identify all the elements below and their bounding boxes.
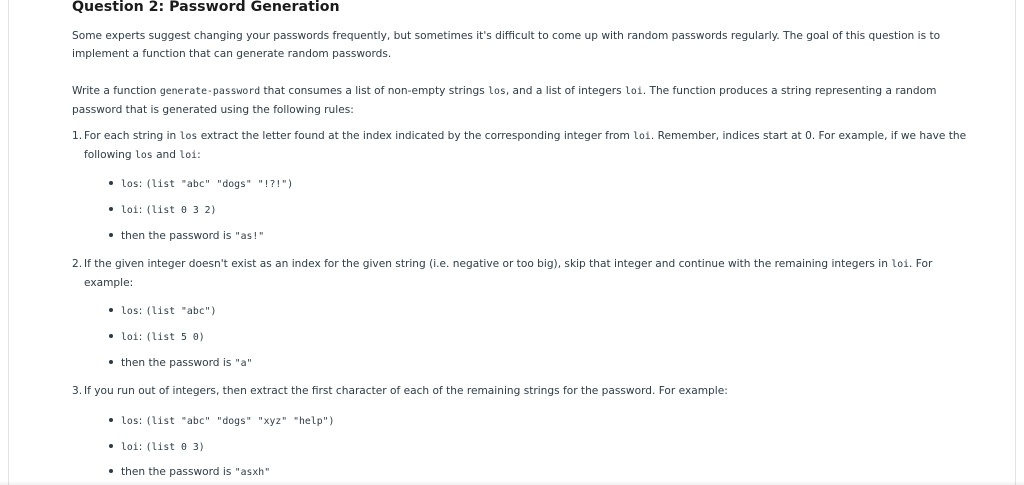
example-los-item: los: (list "abc" "dogs" "xyz" "help"): [109, 414, 334, 429]
question-title: Question 2: Password Generation: [72, 0, 340, 15]
result-value: "asxh": [234, 467, 271, 478]
example-result-item: then the password is "asxh": [109, 465, 270, 480]
example-value: (list 5 0): [145, 332, 205, 343]
bullet-icon: [109, 469, 113, 473]
question-panel: [8, 0, 1016, 485]
example-value: (list "abc"): [145, 306, 217, 317]
example-loi-item: loi: (list 0 3 2): [109, 203, 216, 218]
example-loi-item: loi: (list 5 0): [109, 330, 205, 345]
rule-text: If the given integer doesn't exist as an index for the given string (i.e. negative or too big), skip that integer and continue with the remaining integers in loi. For example:: [84, 258, 933, 289]
intro-paragraph: Some experts suggest changing your passwords frequently, but sometimes it's difficult to come up with random passwords regularly. The goal of this question is to implement a function that can generate random passwords.: [72, 30, 941, 60]
example-result-item: then the password is "as!": [109, 229, 264, 244]
rule-text: If you run out of integers, then extract the first character of each of the remaining strings for the password. For example:: [84, 385, 728, 397]
example-los-item: los: (list "abc" "dogs" "!?!"): [109, 177, 293, 192]
result-value: "as!": [234, 231, 265, 242]
example-result-item: then the password is "a": [109, 356, 252, 371]
bullet-icon: [109, 181, 113, 185]
rule-number: 2.: [72, 258, 83, 270]
bullet-icon: [109, 207, 113, 211]
example-value: (list "abc" "dogs" "xyz" "help"): [145, 416, 335, 427]
rule-3: [72, 382, 967, 400]
function-name: generate-password: [159, 86, 261, 97]
example-loi-item: loi: (list 0 3): [109, 440, 205, 455]
loi-code: loi: [625, 86, 643, 97]
bottom-edge: [0, 481, 1024, 485]
bullet-icon: [109, 334, 113, 338]
bullet-icon: [109, 418, 113, 422]
rule-number: 3.: [72, 385, 83, 397]
rule-text: For each string in los extract the letter found at the index indicated by the corresponding integer from loi. Remember, indices start at 0. For example, if we have the following los and loi:: [84, 130, 967, 161]
example-value: (list 0 3): [145, 442, 205, 453]
bullet-icon: [109, 444, 113, 448]
bullet-icon: [109, 233, 113, 237]
bullet-icon: [109, 360, 113, 364]
rule-number: 1.: [72, 130, 83, 142]
bullet-icon: [109, 308, 113, 312]
los-code: los: [488, 86, 506, 97]
example-value: (list 0 3 2): [145, 205, 217, 216]
rule-2: [72, 255, 967, 292]
example-value: (list "abc" "dogs" "!?!"): [145, 179, 294, 190]
function-description: Write a function generate-password that consumes a list of non-empty strings los, and a list of integers loi. The function produces a string representing a random password that is generated using the following rules:: [72, 85, 937, 116]
example-los-item: los: (list "abc"): [109, 304, 216, 319]
result-value: "a": [234, 358, 253, 369]
rule-1: [72, 127, 967, 165]
